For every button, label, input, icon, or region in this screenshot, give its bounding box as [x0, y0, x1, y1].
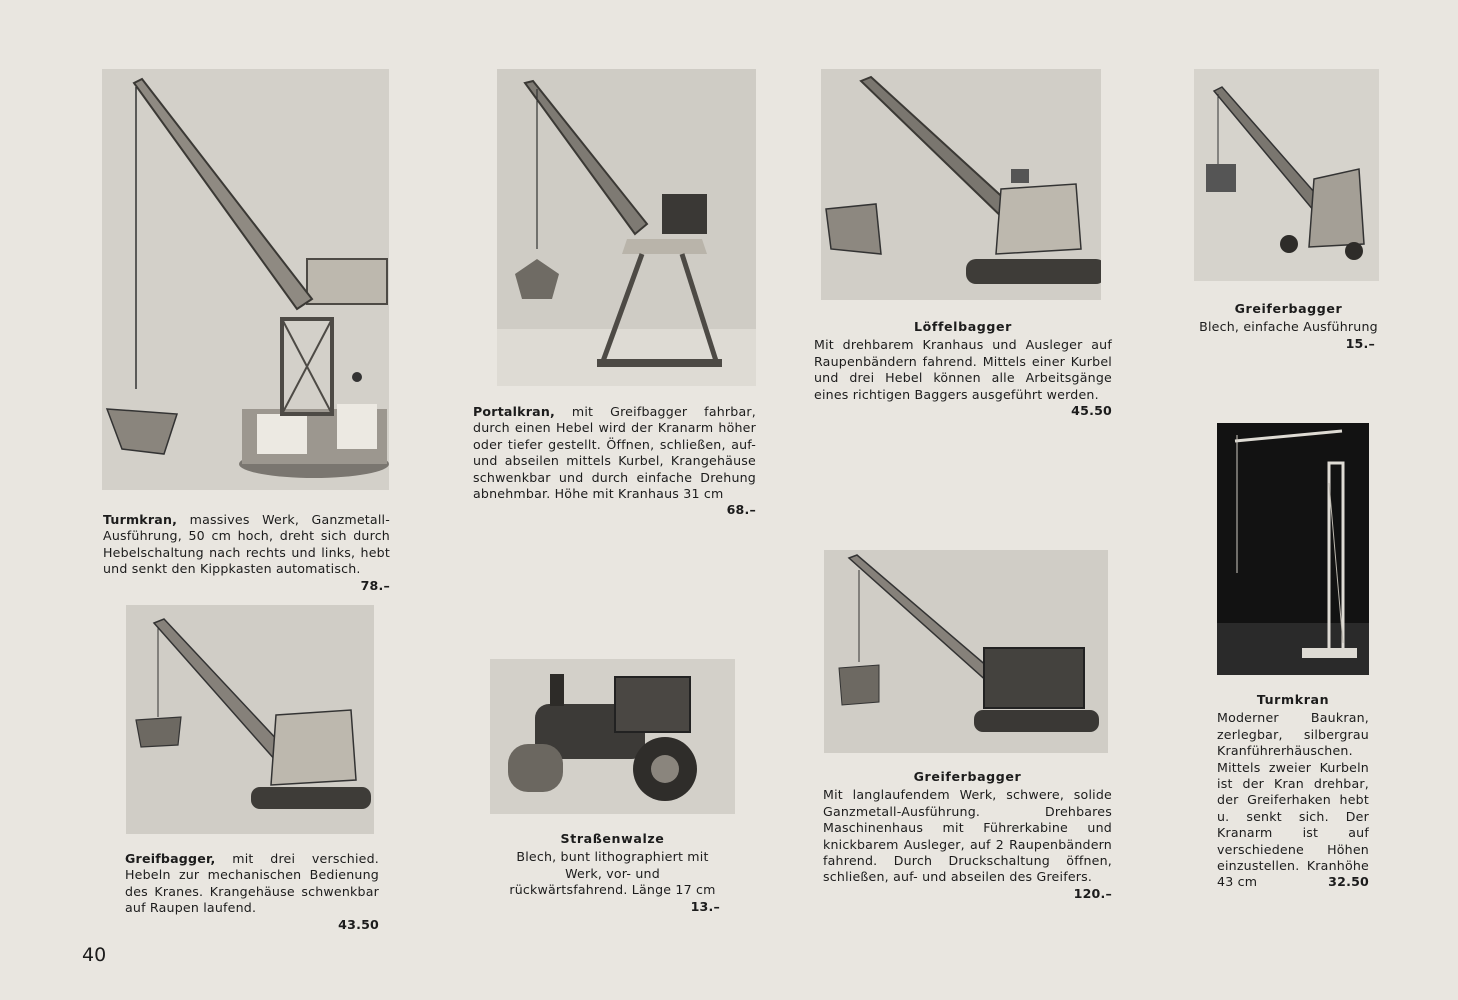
greiferbagger-large-caption — [823, 769, 1112, 902]
portalkran-photo — [497, 69, 756, 386]
turmkran-modern-caption — [1217, 692, 1369, 891]
greiferbagger-large-desc: Mit langlaufendem Werk, schwere, solide Ganzmetall-Ausführung. Drehbares Maschinenhaus mit Führerkabine und knickbarem Ausleger, auf 2 Raupenbändern fahrend. Durch Druckschaltung öffnen, schließen, auf- und abseilen des Greifers. — [823, 787, 1112, 885]
turmkran-title: Turmkran, — [103, 512, 178, 527]
turmkran-photo — [102, 69, 389, 490]
strassenwalze-caption — [505, 831, 720, 915]
turmkran-desc: massives Werk, Ganzmetall-Ausführung, 50 cm hoch, dreht sich durch Hebelschaltung nach rechts und links, hebt und senkt den Kippkasten automatisch. — [103, 512, 390, 577]
loeffelbagger-desc: Mit drehbarem Kranhaus und Ausleger auf Raupenbändern fahrend. Mittels einer Kurbel und drei Hebel können alle Arbeitsgänge eines richtigen Baggers ausgeführt werden. — [814, 337, 1112, 402]
greiferbagger-small-photo — [1194, 69, 1379, 281]
portalkran-caption — [473, 404, 756, 519]
greifbagger-photo — [126, 605, 374, 834]
portalkran-desc: mit Greifbagger fahrbar, durch einen Hebel wird der Kranarm höher oder tiefer gestellt. Öffnen, schließen, auf- und abseilen mittels Kurbel, Krangehäuse schwenkbar und durch einfache Drehung abnehmbar. Höhe mit Kranhaus 31 cm — [473, 404, 756, 502]
page-number: 40 — [82, 944, 107, 966]
greiferbagger-large-price: 120.– — [1073, 885, 1112, 901]
strassenwalze-title: Straßenwalze — [560, 831, 665, 846]
greifbagger-caption — [125, 851, 379, 933]
greiferbagger-large-photo — [824, 550, 1108, 753]
turmkran-price: 78.– — [360, 577, 390, 593]
loeffelbagger-caption — [814, 319, 1112, 419]
strassenwalze-price: 13.– — [690, 898, 720, 914]
greiferbagger-small-title: Greiferbagger — [1234, 301, 1343, 316]
turmkran-caption — [103, 512, 390, 594]
turmkran-modern-desc: Moderner Baukran, zerlegbar, silbergrau Kranführerhäuschen. Mittels zweier Kurbeln ist der Kran drehbar, der Greiferhaken hebt u. senkt sich. Der Kranarm ist auf verschiedene Höhen einzustellen. Kranhöhe 43 cm — [1217, 710, 1369, 890]
portalkran-price: 68.– — [726, 502, 756, 518]
loeffelbagger-price: 45.50 — [1071, 403, 1112, 419]
portalkran-title: Portalkran, — [473, 404, 555, 419]
turmkran-modern-photo — [1217, 423, 1369, 675]
strassenwalze-desc: Blech, bunt lithographiert mit Werk, vor- und rückwärtsfahrend. Länge 17 cm — [509, 849, 716, 898]
greiferbagger-small-price: 15.– — [1345, 335, 1375, 351]
turmkran-modern-title: Turmkran — [1256, 692, 1330, 707]
greiferbagger-large-title: Greiferbagger — [913, 769, 1022, 784]
loeffelbagger-title: Löffelbagger — [914, 319, 1012, 334]
greifbagger-desc: mit drei verschied. Hebeln zur mechanischen Bedienung des Kranes. Krangehäuse schwenkbar auf Raupen laufend. — [125, 851, 379, 916]
strassenwalze-photo — [490, 659, 735, 814]
greifbagger-price: 43.50 — [338, 916, 379, 932]
greifbagger-title: Greifbagger, — [125, 851, 216, 866]
loeffelbagger-photo — [821, 69, 1101, 300]
greiferbagger-small-desc: Blech, einfache Ausführung — [1199, 319, 1378, 335]
greiferbagger-small-caption — [1185, 301, 1392, 352]
turmkran-modern-price: 32.50 — [1328, 874, 1369, 890]
